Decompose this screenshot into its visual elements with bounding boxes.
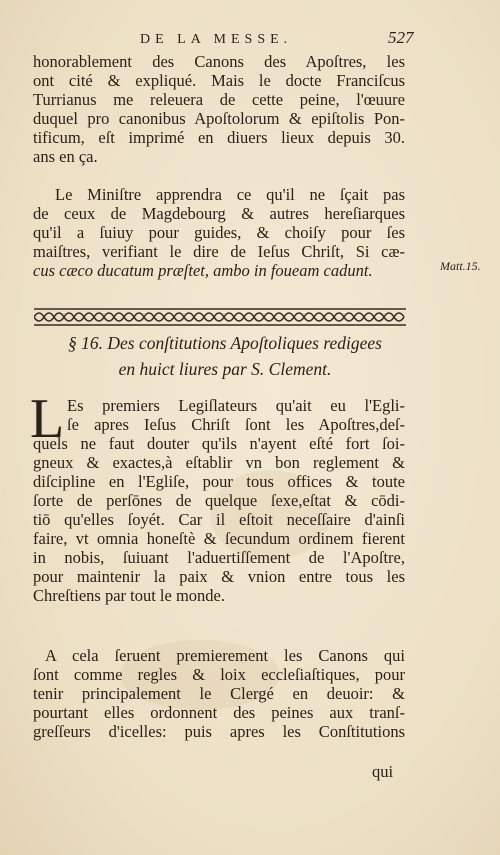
text-line: honorablement des Canons des Apoſtres, les bbox=[33, 52, 405, 71]
drop-cap: L bbox=[30, 388, 65, 450]
text-line: ans en ça. bbox=[33, 147, 98, 166]
text-line: faire, vt omnia honeſtè & ſecundum ordinem fierent bbox=[33, 529, 405, 548]
catchword: qui bbox=[372, 762, 394, 781]
section-heading bbox=[40, 330, 410, 382]
text-line: gneux & exactes,à eſtablir vn bon reglement & bbox=[33, 453, 405, 472]
text-line: Es premiers Legiſlateurs qu'ait eu l'Egli- bbox=[67, 396, 405, 415]
text-line: ſont comme regles & loix eccleſiaſtiques, pour bbox=[33, 665, 405, 684]
text-line: ont cité & expliqué. Mais le docte Franciſcus bbox=[33, 71, 405, 90]
text-line: A cela ſeruent premierement les Canons qui bbox=[45, 646, 405, 665]
text-line: quels ne faut douter qu'ils n'ayent eſté fort ſoi- bbox=[33, 434, 405, 453]
page-number: 527 bbox=[388, 28, 414, 47]
margin-note: Matt.15. bbox=[440, 259, 481, 273]
text-line: pour maintenir la paix & vnion entre tous les bbox=[33, 567, 405, 586]
paragraph-1 bbox=[33, 52, 405, 166]
paragraph-2 bbox=[33, 185, 405, 280]
text-line: Le Miniſtre apprendra ce qu'il ne ſçait pas bbox=[55, 185, 405, 204]
text-line: duquel pro canonibus Apoſtolorum & epiſtolis Pon- bbox=[33, 109, 405, 128]
text-line: Turrianus me releuera de cette peine, l'œuure bbox=[33, 90, 405, 109]
text-line: qu'il a ſuiuy pour guides, & choiſy pour ſes bbox=[33, 223, 405, 242]
paragraph-4 bbox=[33, 646, 405, 741]
section-title-line: § 16. Des conſtitutions Apoſtoliques redigees bbox=[67, 333, 382, 353]
text-line: tificum, eſt imprimé en diuers lieux depuis 30. bbox=[33, 128, 405, 147]
section-title-line: en huict liures par S. Clement. bbox=[118, 359, 332, 379]
text-line: ſorte de perſōnes de quelque ſexe,eſtat & cōdi- bbox=[33, 491, 405, 510]
ornament-band bbox=[34, 308, 406, 326]
running-head bbox=[140, 28, 440, 48]
text-line: greſſeurs d'icelles: puis apres les Conſtitutions bbox=[33, 722, 405, 741]
text-line: ſe apres Ieſus Chriſt ſont les Apoſtres,deſ- bbox=[67, 415, 405, 434]
text-line: in nobis, ſuiuant l'aduertiſſement de l'Apoſtre, bbox=[33, 548, 405, 567]
running-title: DE LA MESSE. bbox=[140, 32, 293, 47]
text-line: tenir principalement le Clergé en deuoir: & bbox=[33, 684, 405, 703]
paragraph-3 bbox=[33, 396, 405, 605]
text-line: cus cæco ducatum præſtet, ambo in foueam cadunt. bbox=[33, 261, 373, 280]
text-line: Chreſtiens par tout le monde. bbox=[33, 586, 225, 605]
text-line: de ceux de Magdebourg & autres hereſiarques bbox=[33, 204, 405, 223]
text-line: tiō qu'elles ſoyét. Car il eſtoit neceſſaire d'ainſi bbox=[33, 510, 405, 529]
text-line: pourtant elles ordonnent des peines aux tranſ- bbox=[33, 703, 405, 722]
text-line: diſcipline en l'Egliſe, pour tous offices & toute bbox=[33, 472, 405, 491]
text-line: maiſtres, verifiant le dire de Ieſus Chriſt, Si cæ- bbox=[33, 242, 405, 261]
